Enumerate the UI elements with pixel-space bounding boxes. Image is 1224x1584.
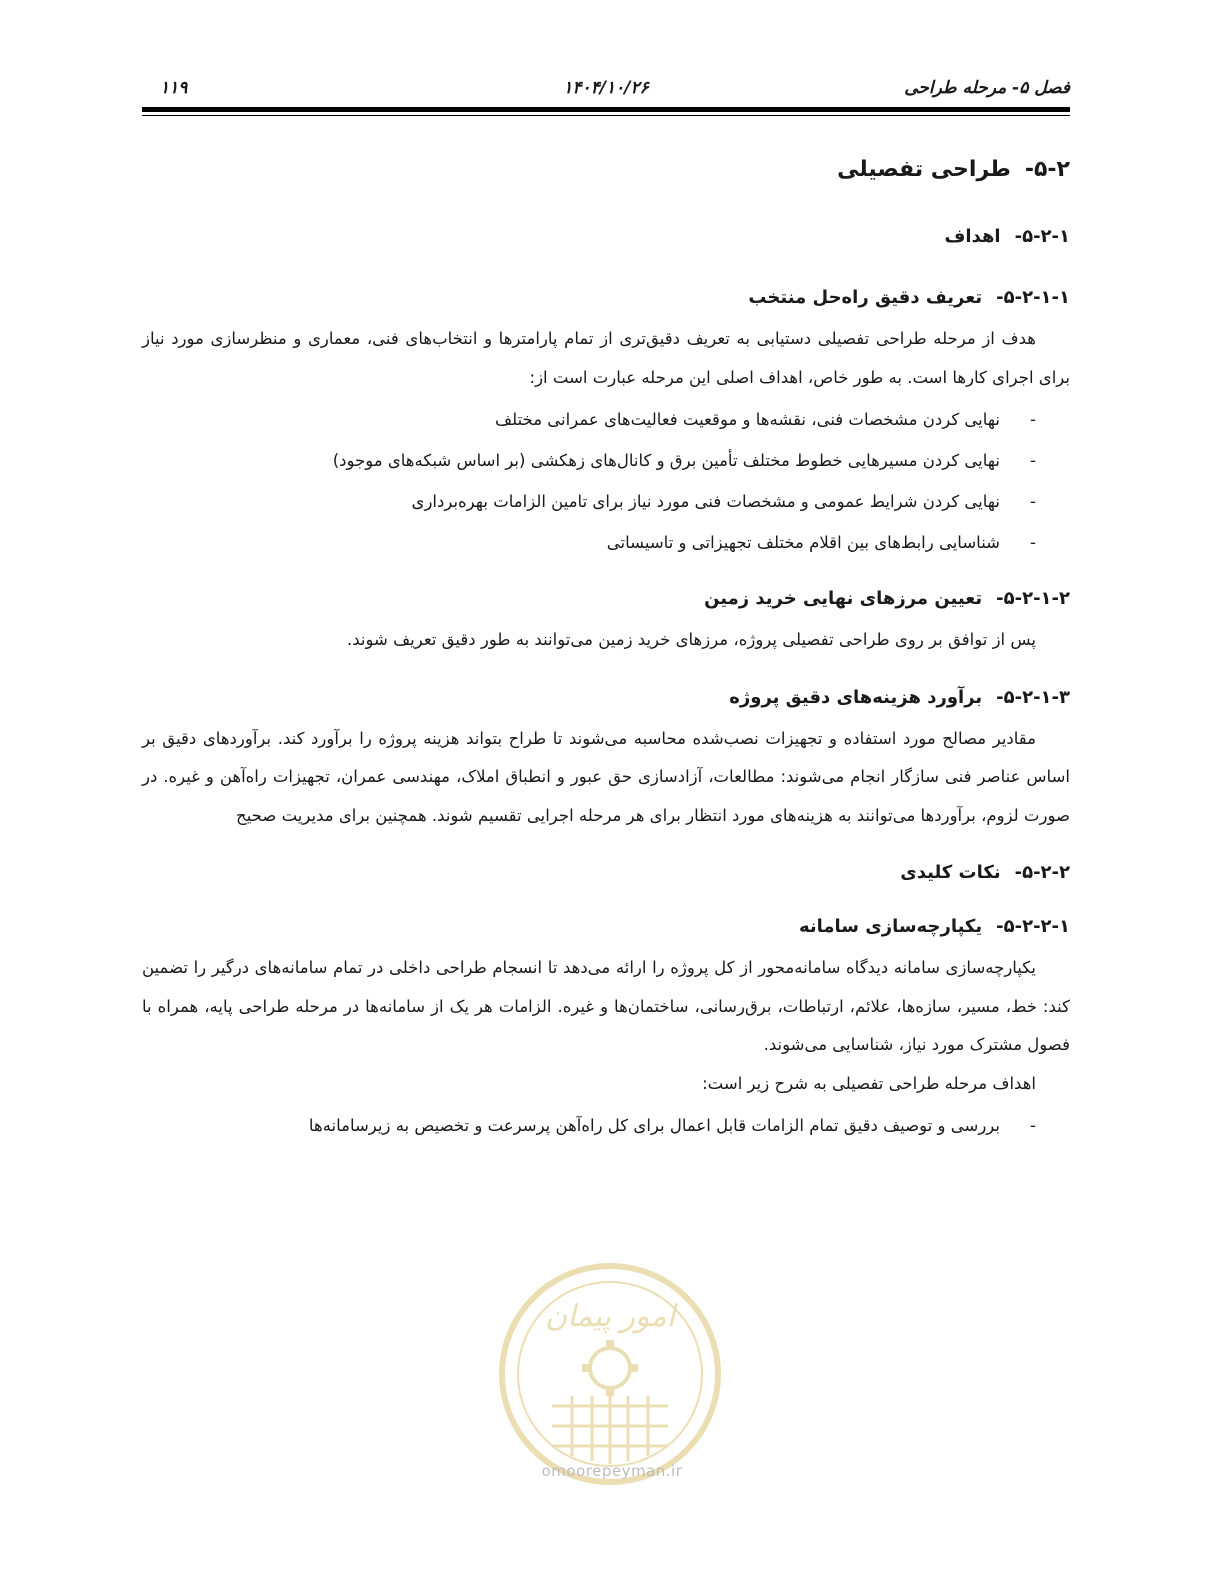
heading-number: ۵-۲-۱-۳-: [996, 686, 1070, 708]
detailed-goals-list: [142, 1105, 1070, 1146]
heading-title: یکپارچه‌سازی سامانه: [798, 916, 983, 937]
paragraph-detailed-goals-intro: اهداف مرحله طراحی تفصیلی به شرح زیر است:: [702, 1073, 1036, 1093]
heading-land-boundaries: [142, 583, 1070, 615]
subsection-title: اهداف: [944, 226, 1001, 247]
paragraph-selected-solution: هدف از مرحله طراحی تفصیلی دستیابی به تعریف دقیق‌تری از تمام پارامترها و انتخاب‌های فنی، معماری و منظرسازی مورد نیاز برای اجرای کارها است. به طور خاص، اهداف اصلی این مرحله عبارت است از:: [142, 329, 1070, 387]
subsection-heading-goals: [142, 222, 1070, 252]
list-item: - بررسی و توصیف دقیق تمام الزامات قابل اعمال برای کل راه‌آهن پرسرعت و تخصیص به زیرسامانه‌ها: [142, 1105, 1036, 1146]
subsection-number: ۵-۲-۱-: [1014, 226, 1070, 247]
subsection-number: ۵-۲-۲-: [1014, 862, 1070, 883]
list-item: - نهایی کردن مسیرهایی خطوط مختلف تأمین برق و کانال‌های زهکشی (بر اساس شبکه‌های موجود): [142, 440, 1036, 481]
section-number: ۵-۲-: [1024, 157, 1070, 182]
heading-selected-solution: [142, 282, 1070, 314]
watermark-url: omoorepeyman.ir: [541, 1462, 683, 1480]
section-heading: [142, 150, 1070, 190]
watermark-text: امور پیمان: [545, 1299, 675, 1334]
header-rule-thin: [142, 115, 1070, 116]
subsection-heading-key-points: [142, 857, 1070, 889]
heading-title: تعریف دقیق راه‌حل منتخب: [748, 287, 983, 308]
heading-title: تعیین مرزهای نهایی خرید زمین: [704, 588, 983, 609]
heading-number: ۵-۲-۲-۱-: [996, 916, 1070, 937]
chapter-title: فصل ۵- مرحله طراحی: [904, 78, 1070, 98]
heading-cost-estimate: [142, 682, 1070, 714]
heading-number: ۵-۲-۱-۲-: [996, 588, 1070, 609]
header-rule-thick: [142, 107, 1070, 112]
paragraph-cost-estimate: مقادیر مصالح مورد استفاده و تجهیزات نصب‌شده محاسبه می‌شوند تا طراح بتواند هزینه پروژه را برآورد کند. برآوردهای دقیق بر اساس عناصر فنی سازگار انجام می‌شوند: مطالعات، آزادسازی حق عبور و انطباق املاک، مهندسی عمران، تجهیزات راه‌آهن و غیره. در صورت لزوم، برآوردها می‌توانند به هزینه‌های مورد انتظار برای هر مرحله اجرایی تقسیم شوند. همچنین برای مدیریت صحیح: [142, 728, 1070, 825]
heading-system-integration: [142, 911, 1070, 943]
watermark-logo-icon: [492, 1256, 728, 1492]
paragraph-land-boundaries: پس از توافق بر روی طراحی تفصیلی پروژه، مرزهای خرید زمین می‌توانند به طور دقیق تعریف شوند.: [346, 630, 1036, 649]
heading-title: برآورد هزینه‌های دقیق پروژه: [729, 686, 983, 708]
list-item: - شناسایی رابط‌های بین اقلام مختلف تجهیزاتی و تاسیساتی: [142, 522, 1036, 563]
heading-number: ۵-۲-۱-۱-: [996, 287, 1070, 308]
header-date: ۱۴۰۴/۱۰/۲۶: [563, 78, 649, 98]
paragraph-system-integration: یکپارچه‌سازی سامانه دیدگاه سامانه‌محور از کل پروژه را ارائه می‌دهد تا انسجام طراحی داخلی در تمام سامانه‌های درگیر را تضمین کند: خط، مسیر، سازه‌ها، علائم، ارتباطات، برق‌رسانی، ساختمان‌ها و غیره. الزامات هر یک از سامانه‌ها در مرحله طراحی پایه، همراه با فصول مشترک مورد نیاز، شناسایی می‌شوند.: [142, 958, 1070, 1054]
subsection-title: نکات کلیدی: [900, 862, 1001, 883]
list-item: - نهایی کردن مشخصات فنی، نقشه‌ها و موقعیت فعالیت‌های عمرانی مختلف: [142, 399, 1036, 440]
page-header: [142, 70, 1070, 106]
list-item: - نهایی کردن شرایط عمومی و مشخصات فنی مورد نیاز برای تامین الزامات بهره‌برداری: [142, 481, 1036, 522]
page-number: ۱۱۹: [160, 78, 188, 98]
goals-list: [142, 399, 1070, 563]
page-content: [142, 140, 1070, 1166]
section-title: طراحی تفصیلی: [837, 157, 1011, 182]
